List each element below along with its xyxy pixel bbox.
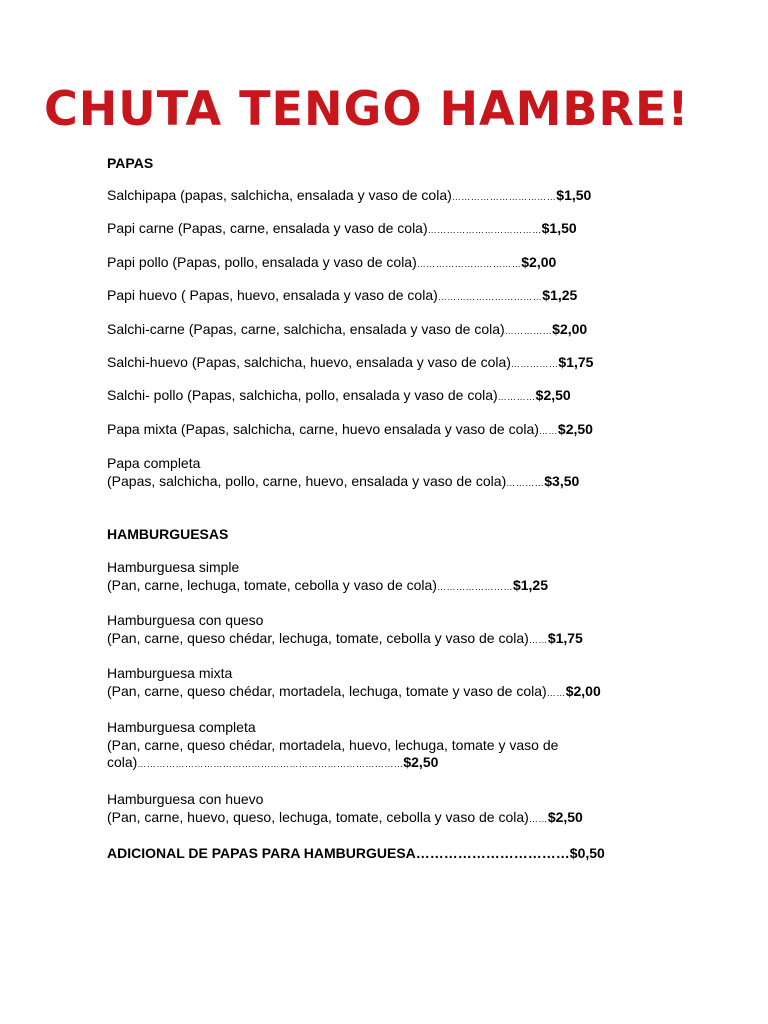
menu-item-hamburguesa-completa — [107, 719, 667, 774]
menu-item-hamburguesa-simple — [107, 559, 667, 596]
item-price: $1,50 — [541, 220, 577, 236]
item-price: $1,75 — [547, 629, 583, 646]
item-description: (Papas, salchicha, pollo, carne, huevo, ensalada y vaso de cola) — [107, 472, 507, 489]
item-price: $3,50 — [544, 472, 580, 489]
item-price: $2,00 — [521, 254, 557, 270]
item-price: $1,75 — [558, 354, 594, 370]
menu-item-papi-huevo — [107, 287, 667, 307]
menu-item-salchi-pollo — [107, 387, 667, 407]
item-price: $1,50 — [556, 187, 592, 203]
item-leader-dots: …… — [528, 813, 548, 824]
item-description: (Pan, carne, queso chédar, mortadela, huevo, lechuga, tomate y vaso de — [107, 736, 559, 753]
item-description: (Pan, carne, queso chédar, lechuga, tomate, cebolla y vaso de cola) — [107, 629, 529, 646]
item-description-continued: cola) — [107, 754, 138, 770]
item-leader-dots: …… — [528, 634, 548, 645]
item-description: Salchipapa (papas, salchicha, ensalada y vaso de cola) — [107, 187, 452, 203]
section-heading-hamburguesas: HAMBURGUESAS — [107, 526, 229, 542]
extra-label: ADICIONAL DE PAPAS PARA HAMBURGUESA — [107, 845, 416, 861]
item-description: (Pan, carne, queso chédar, mortadela, lechuga, tomate y vaso de cola) — [107, 682, 547, 699]
menu-item-hamburguesa-mixta — [107, 665, 667, 702]
menu-item-hamburguesa-con-queso — [107, 612, 667, 649]
section-heading-papas: PAPAS — [107, 155, 154, 171]
extra-price: $0,50 — [569, 845, 605, 861]
item-description: Salchi-carne (Papas, carne, salchicha, ensalada y vaso de cola) — [107, 321, 505, 337]
item-price: $2,50 — [535, 387, 571, 403]
item-name: Hamburguesa con queso — [107, 612, 264, 628]
menu-item-salchi-huevo — [107, 354, 667, 374]
item-price: $1,25 — [542, 287, 578, 303]
menu-item-hamburguesa-con-huevo — [107, 791, 667, 828]
item-name: Hamburguesa con huevo — [107, 791, 264, 807]
extra-fries-line — [107, 845, 605, 861]
item-leader-dots: ………………………………………………………………………… — [137, 759, 404, 769]
item-name: Papa completa — [107, 455, 201, 471]
item-leader-dots: …………………………… — [416, 259, 522, 269]
item-leader-dots: …………… — [510, 359, 559, 369]
extra-leader-dots: …………………………… — [415, 845, 570, 861]
item-price: $2,00 — [552, 321, 588, 337]
item-leader-dots: …… — [546, 687, 566, 698]
item-price: $2,50 — [547, 808, 583, 825]
item-leader-dots: …… — [538, 426, 558, 436]
menu-item-papi-pollo — [107, 254, 667, 274]
item-name: Hamburguesa completa — [107, 719, 256, 735]
item-description: Salchi- pollo (Papas, salchicha, pollo, ensalada y vaso de cola) — [107, 387, 498, 403]
item-description: Papi carne (Papas, carne, ensalada y vaso de cola) — [107, 220, 428, 236]
item-description: Papa mixta (Papas, salchicha, carne, huevo ensalada y vaso de cola) — [107, 421, 539, 437]
item-price: $2,50 — [557, 421, 593, 437]
item-description: Papi huevo ( Papas, huevo, ensalada y vaso de cola) — [107, 287, 438, 303]
menu-item-papa-completa — [107, 455, 667, 492]
menu-item-salchi-carne — [107, 321, 667, 341]
menu-item-papi-carne — [107, 220, 667, 240]
menu-item-papa-mixta — [107, 421, 667, 441]
item-leader-dots: ………… — [506, 477, 545, 488]
item-description: (Pan, carne, huevo, queso, lechuga, tomate, cebolla y vaso de cola) — [107, 808, 529, 825]
item-leader-dots: …………………… — [436, 581, 513, 592]
item-leader-dots: ……………………………… — [427, 225, 542, 235]
item-price: $2,00 — [565, 682, 601, 699]
item-price: $1,25 — [512, 576, 549, 593]
menu-title: CHUTA TENGO HAMBRE! — [44, 82, 690, 137]
item-description: Papi pollo (Papas, pollo, ensalada y vaso de cola) — [107, 254, 417, 270]
item-name: Hamburguesa simple — [107, 559, 240, 575]
menu-item-salchipapa — [107, 187, 667, 207]
item-price: $2,50 — [403, 754, 439, 770]
item-leader-dots: …………………………… — [451, 192, 557, 202]
item-description: Salchi-huevo (Papas, salchicha, huevo, ensalada y vaso de cola) — [107, 354, 511, 370]
item-leader-dots: ………… — [497, 392, 536, 402]
item-leader-dots: …………… — [504, 326, 553, 336]
item-name: Hamburguesa mixta — [107, 665, 233, 681]
item-leader-dots: …………………………… — [437, 292, 543, 302]
item-description: (Pan, carne, lechuga, tomate, cebolla y vaso de cola) — [107, 576, 437, 593]
